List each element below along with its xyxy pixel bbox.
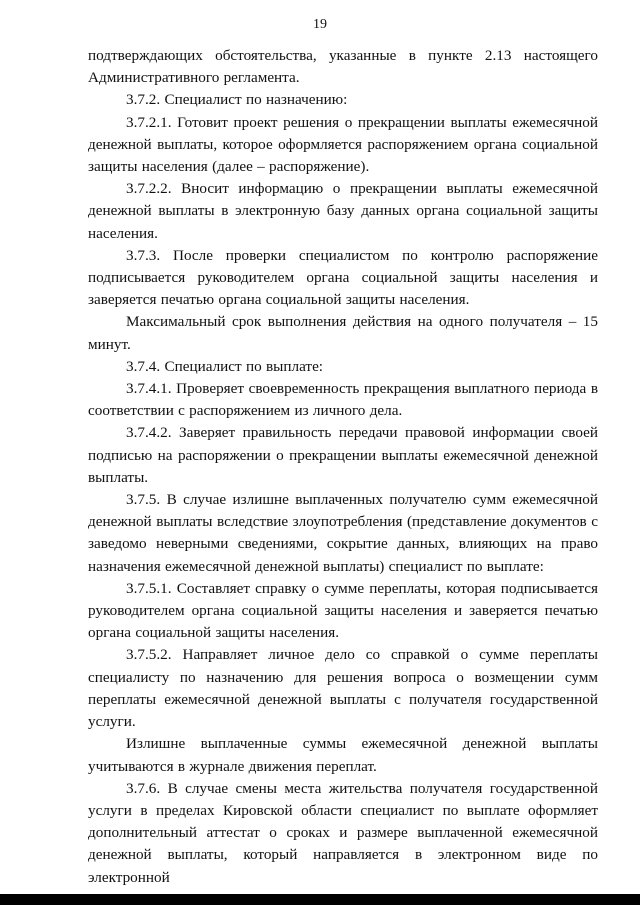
paragraph: 3.7.2.1. Готовит проект решения о прекращении выплаты ежемесячной денежной выплаты, которое оформляется распоряжением органа социальной защиты населения (далее – распоряжение).	[88, 113, 598, 176]
paragraph: 3.7.4. Специалист по выплате:	[126, 357, 324, 375]
page-number: 19	[313, 17, 327, 32]
paragraph: 3.7.2. Специалист по назначению:	[126, 91, 348, 109]
paragraph: Максимальный срок выполнения действия на одного получателя – 15 минут.	[88, 313, 598, 353]
scan-bottom-border	[0, 894, 640, 905]
paragraph: 3.7.5. В случае излишне выплаченных получателю сумм ежемесячной денежной выплаты вследствие злоупотребления (представление документов с заведомо неверными сведениями, сокрытие данных, влияющих на право назначения ежемесячной денежной выплаты) специалист по выплате:	[88, 491, 598, 575]
paragraph: 3.7.2.2. Вносит информацию о прекращении выплаты ежемесячной денежной выплаты в электронную базу данных органа социальной защиты населения.	[88, 180, 598, 242]
paragraph: Излишне выплаченные суммы ежемесячной денежной выплаты учитываются в журнале движения переплат.	[88, 735, 598, 775]
document-body	[88, 45, 598, 889]
paragraph: 3.7.5.2. Направляет личное дело со справкой о сумме переплаты специалисту по назначению для решения вопроса о возмещении сумм переплаты ежемесячной денежной выплаты с получателя государственной услуги.	[88, 646, 598, 731]
paragraph: 3.7.3. После проверки специалистом по контролю распоряжение подписывается руководителем органа социальной защиты населения и заверяется печатью органа социальной защиты населения.	[88, 246, 598, 309]
paragraph: 3.7.5.1. Составляет справку о сумме переплаты, которая подписывается руководителем органа социальной защиты населения и заверяется печатью органа социальной защиты населения.	[88, 579, 598, 642]
paragraph: 3.7.4.1. Проверяет своевременность прекращения выплатного периода в соответствии с распоряжением из личного дела.	[88, 380, 598, 420]
paragraph: подтверждающих обстоятельства, указанные в пункте 2.13 настоящего Административного регламента.	[88, 47, 598, 87]
paragraph: 3.7.4.2. Заверяет правильность передачи правовой информации своей подписью на распоряжении о прекращении выплаты ежемесячной денежной выплаты.	[88, 424, 598, 486]
paragraph: 3.7.6. В случае смены места жительства получателя государственной услуги в пределах Кировской области специалист по выплате оформляет дополнительный аттестат о сроках и размере выплаченной ежемесячной денежной выплаты, который направляется в электронном виде по электронной	[88, 779, 598, 886]
